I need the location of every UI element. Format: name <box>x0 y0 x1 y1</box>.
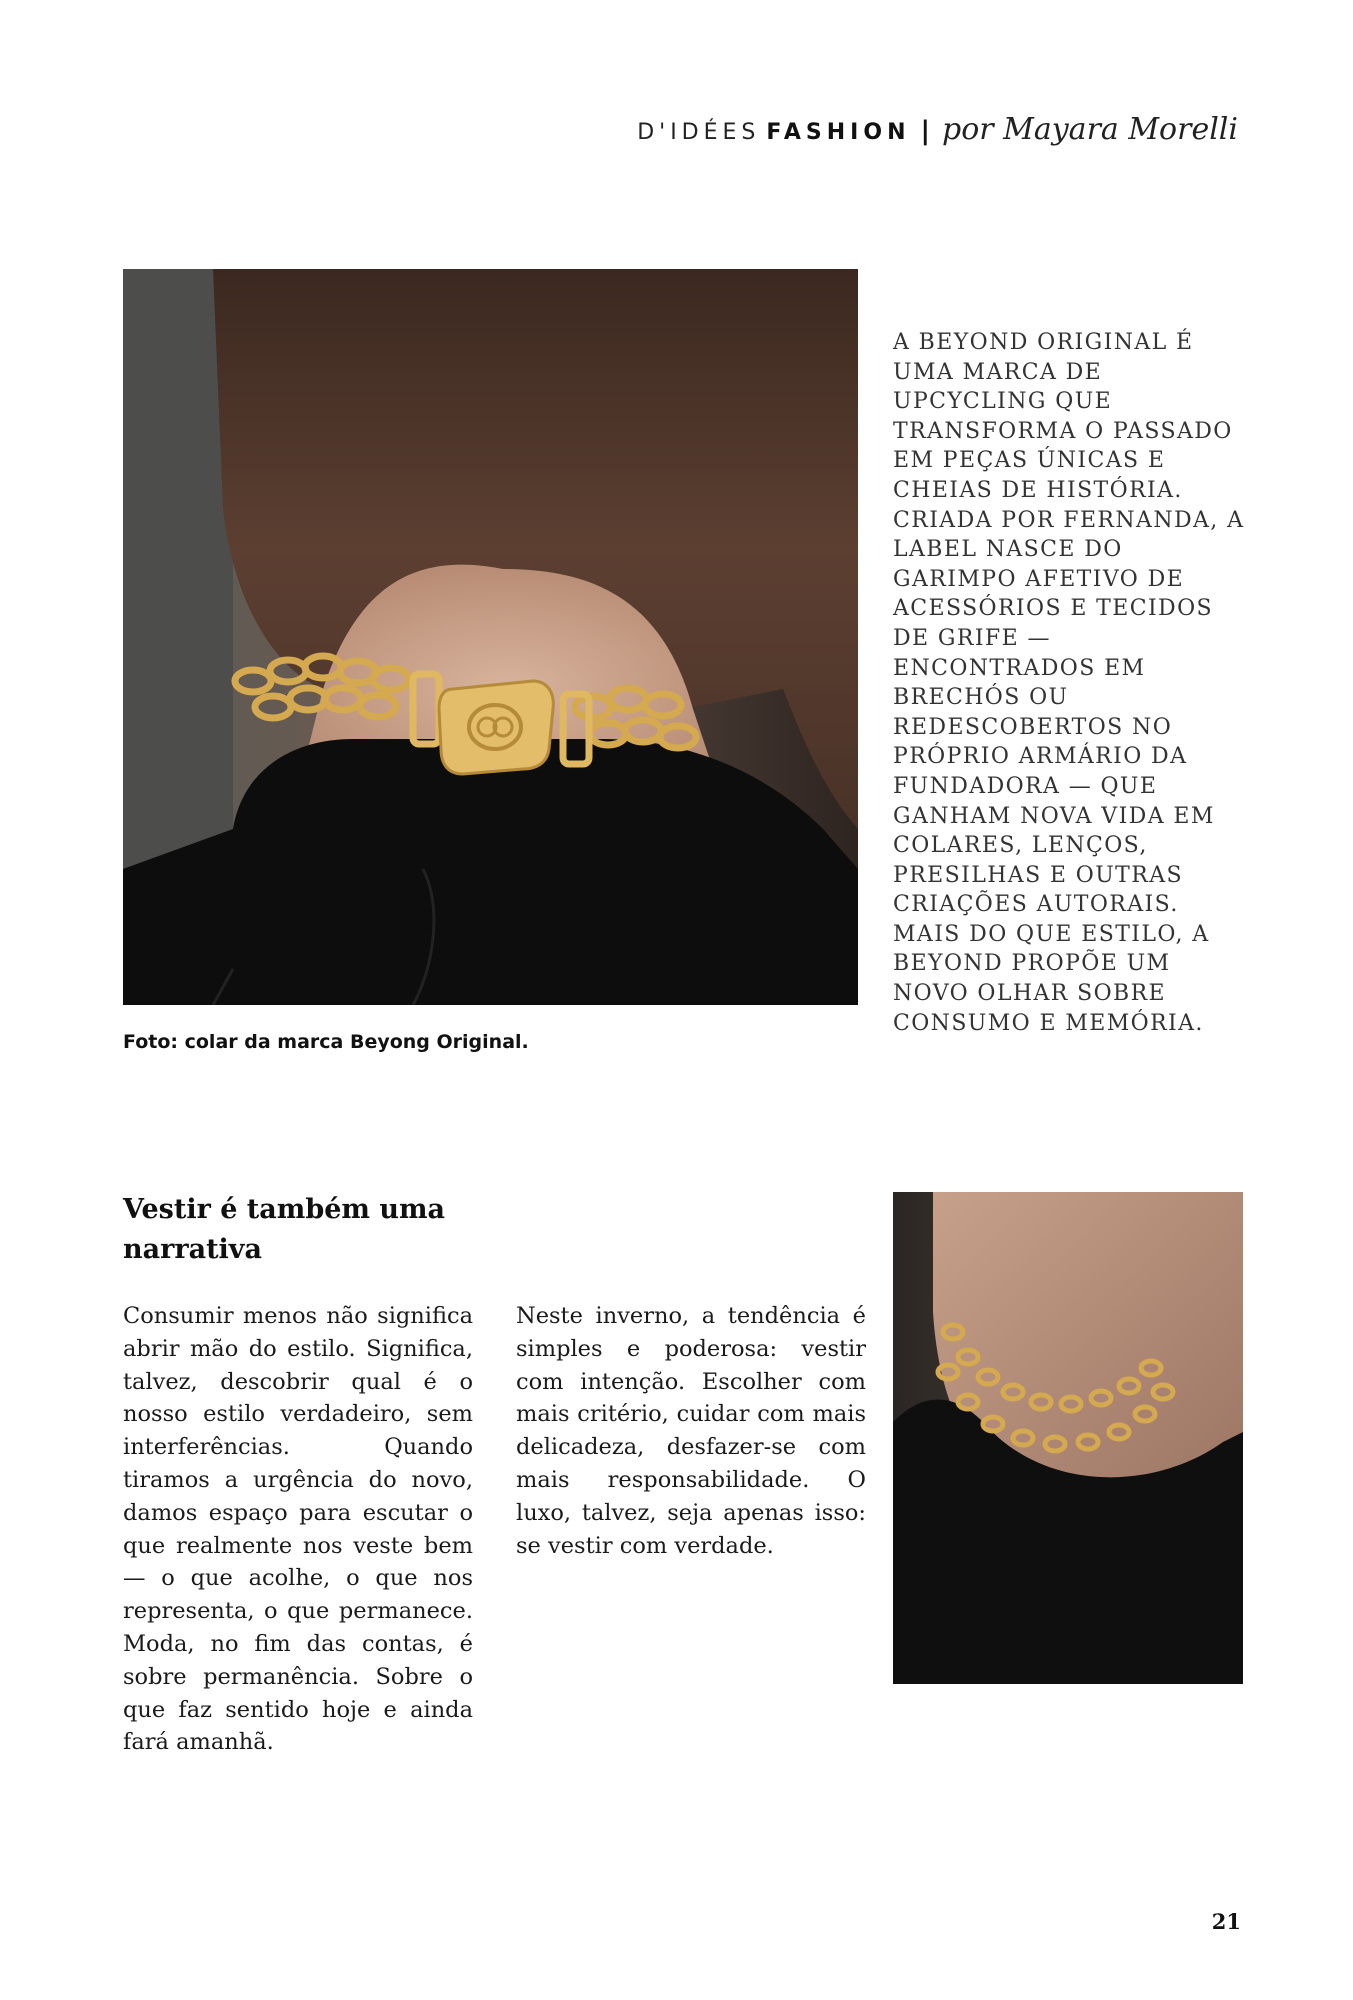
necklace-back-photo <box>123 269 858 1005</box>
header-separator: | <box>920 116 930 146</box>
brand-intro-text: A BEYOND ORIGINAL É UMA MARCA DE UPCYCLING QUE TRANSFORMA O PASSADO EM PEÇAS ÚNICAS E CHEIAS DE HISTÓRIA. CRIADA POR FERNANDA, A LABEL NASCE DO GARIMPO AFETIVO DE ACESSÓRIOS E TECIDOS DE GRIFE — ENCONTRADOS EM BRECHÓS OU REDESCOBERTOS NO PRÓPRIO ARMÁRIO DA FUNDADORA — QUE GANHAM NOVA VIDA EM COLARES, LENÇOS, PRESILHAS E OUTRAS CRIAÇÕES AUTORAIS. MAIS DO QUE ESTILO, A BEYOND PROPÕE UM NOVO OLHAR SOBRE CONSUMO E MEMÓRIA. <box>893 330 1245 1036</box>
article-heading: Vestir é também uma narrativa <box>123 1194 446 1265</box>
article-column-1: Consumir menos não significa abrir mão do estilo. Significa, talvez, descobrir qual é o nosso estilo verdadeiro, sem interferências. Quando tiramos a urgência do novo, damos espaço para escutar o que realmente nos veste bem — o que acolhe, o que nos representa, o que permanece. Moda, no fim das contas, é sobre permanência. Sobre o que faz sentido hoje e ainda fará amanhã. <box>123 1303 473 1756</box>
page-header <box>637 112 1238 152</box>
article-column-2: Neste inverno, a tendência é simples e poderosa: vestir com intenção. Escolher com mais critério, cuidar com mais delicadeza, desfazer-se com mais responsabilidade. O luxo, talvez, seja apenas isso: se vestir com verdade. <box>516 1303 866 1559</box>
header-section: D'IDÉES <box>637 120 761 145</box>
necklace-front-photo <box>893 1192 1243 1684</box>
header-brand: FASHION <box>766 120 911 145</box>
header-author: por Mayara Morelli <box>941 112 1238 147</box>
photo-caption: Foto: colar da marca Beyong Original. <box>123 1031 529 1053</box>
page-number: 21 <box>1211 1909 1241 1934</box>
